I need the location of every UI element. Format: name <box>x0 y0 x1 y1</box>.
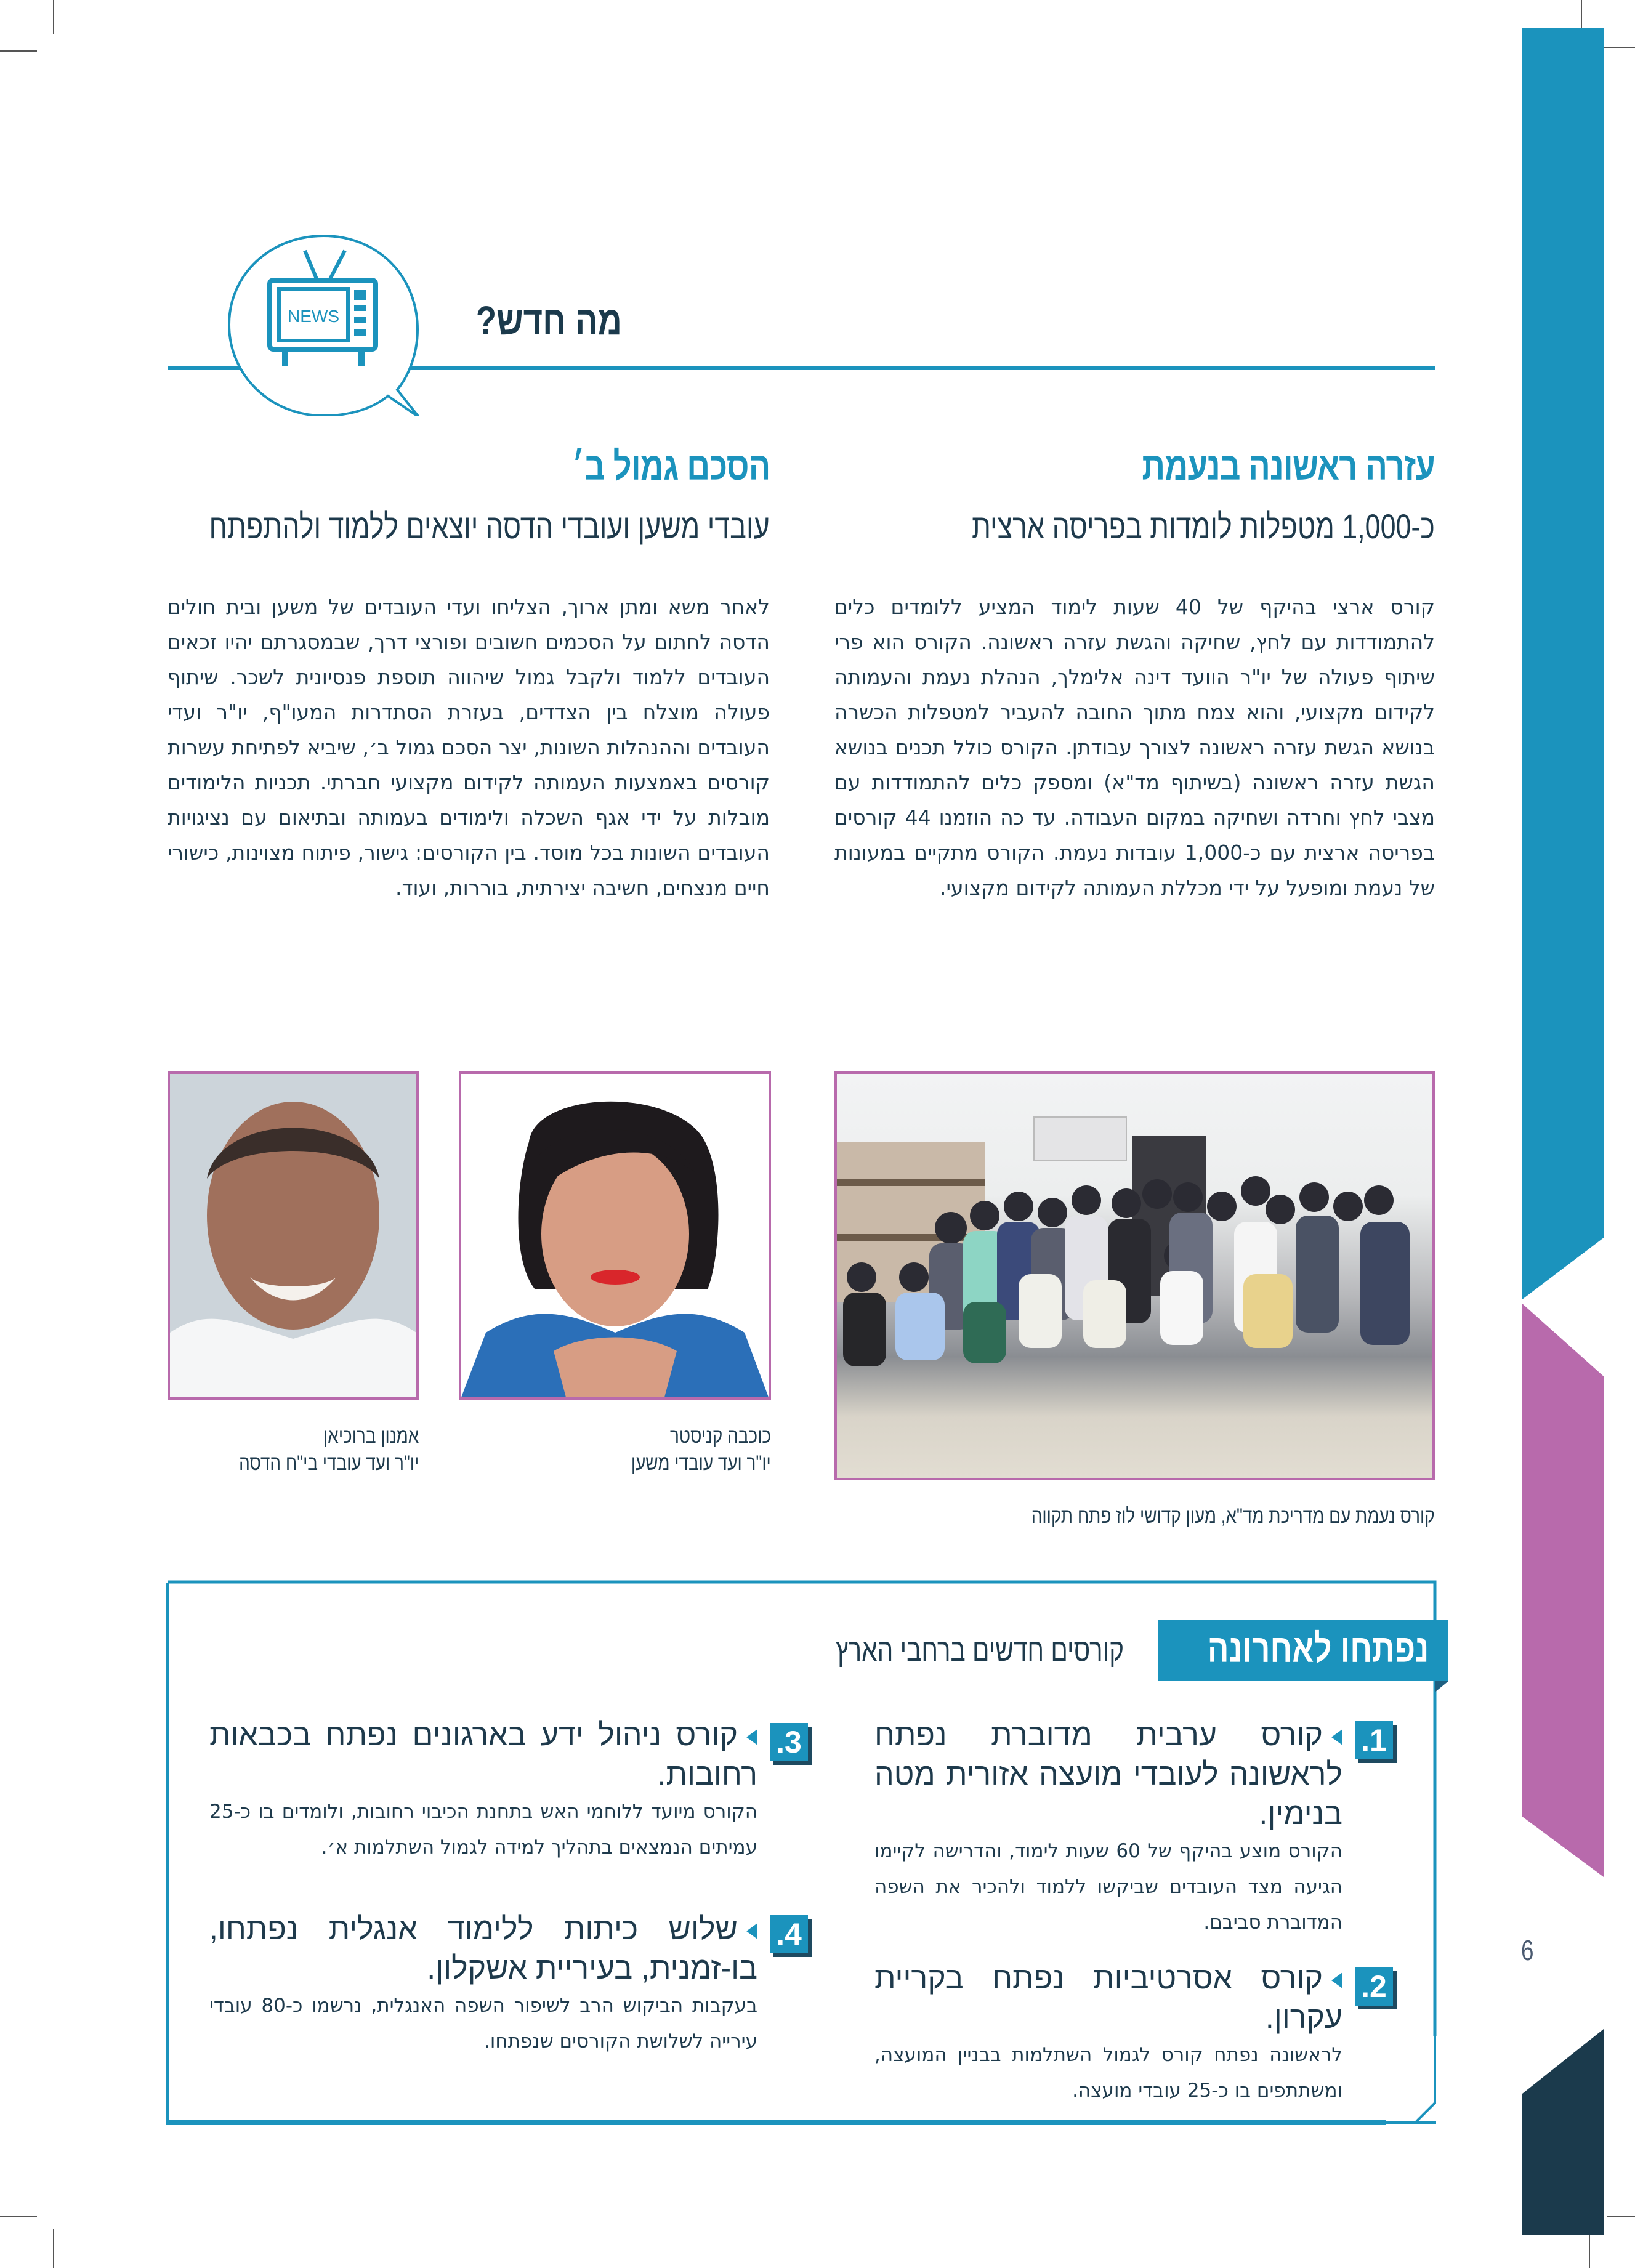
item-4-title: שלוש כיתות ללימוד אנגלית נפתחו, בו-זמנית, בעיריית אשקלון. <box>209 1911 757 1985</box>
crop-mark <box>53 2229 54 2268</box>
item-3-title: קורס ניהול ידע בארגונים נפתח בכבאות רחובות. <box>209 1717 757 1791</box>
item-3-number: .3 <box>770 1723 808 1761</box>
right-article-subtitle: כ-1,000 מטפלות לומדות בפריסה ארצית <box>972 507 1435 546</box>
left-article-title: הסכם גמול ב׳ <box>571 444 770 488</box>
person-2-role: יו"ר ועד עובדי בי"ח הדסה <box>238 1451 419 1475</box>
page-number: 6 <box>1521 1934 1534 1966</box>
item-1 <box>874 1715 1342 1940</box>
bullet-triangle-icon <box>1331 1972 1342 1988</box>
left-article-body: לאחר משא ומתן ארוך, הצליחו ועדי העובדים של משען ובית חולים הדסה לחתום על הסכמים חשובים ופורצי דרך, שבמסגרתם יהיו זכאים העובדים ללמוד ולקבל גמול שיהווה תוספת פנסיונית לשכר. שיתוף פעולה מוצלח בין הצדדים, בעזרת הסתדרות המעו"ף, יו"ר ועדי העובדים וההנהלות השונות, יצר הסכם גמול ב׳, שיביא לפתיחת עשרות קורסים באמצעות העמותה לקידום מקצועי חברתי. תכניות הלימודים מובלות על ידי אגף השכלה ולימודים בעמותה ובתיאום עם נציגויות העובדים השונות בכל מוסד. בין הקורסים: גישור, פיתוח מצוינות, כישורי חיים מנצחים, חשיבה יצירתית, בוררות, ועוד. <box>168 595 770 900</box>
box-subtitle: קורסים חדשים ברחבי הארץ <box>835 1632 1124 1668</box>
portrait-woman-illustration <box>461 1074 769 1397</box>
item-4-body: בעקבות הביקוש הרב לשיפור השפה האנגלית, נרשמו כ-80 עובדי עירייה לשלושת הקורסים שנפתחו. <box>209 1995 757 2052</box>
item-1-body: הקורס מוצע בהיקף של 60 שעות לימוד, והדרישה לקיימו הגיעה מצד העובדים שביקשו ללמוד ולהכיר את השפה המדוברת סביבם. <box>874 1840 1342 1934</box>
person-2-name: אמנון ברוכיאן <box>323 1424 419 1448</box>
group-photo-illustration <box>837 1074 1432 1478</box>
side-color-bars <box>1522 28 1605 2238</box>
item-2-number: .2 <box>1355 1967 1393 2006</box>
item-3 <box>209 1715 757 1865</box>
group-photo <box>834 1071 1435 1480</box>
left-article-subtitle: עובדי משען ועובדי הדסה יוצאים ללמוד ולהתפתח <box>209 507 770 546</box>
item-4 <box>209 1909 757 2059</box>
person-1-role: יו"ר ועד עובדי משען <box>631 1451 771 1475</box>
bullet-triangle-icon <box>1331 1729 1342 1745</box>
item-1-number: .1 <box>1355 1721 1393 1759</box>
crop-mark <box>0 50 37 52</box>
item-3-body: הקורס מיועד ללוחמי האש בתחנת הכיבוי רחובות, ולומדים בו כ-25 עמיתים הנמצאים בתהליך למידה לגמול השתלמות א׳. <box>209 1801 757 1858</box>
tv-label: NEWS <box>288 307 339 326</box>
item-2-title: קורס אסרטיביות נפתח בקריית עקרון. <box>874 1961 1342 2035</box>
person-1-name: כוכבה קניסטר <box>670 1424 771 1448</box>
box-tag: נפתחו לאחרונה <box>1207 1626 1429 1671</box>
portrait-man-illustration <box>170 1074 416 1397</box>
side-bar-purple <box>1522 1304 1604 1877</box>
item-2-body: לראשונה נפתח קורס לגמול השתלמות בבניין המועצה, ומשתתפים בו כ-25 עובדי מועצה. <box>874 2044 1342 2102</box>
portrait-photo-man <box>168 1071 419 1400</box>
item-1-title: קורס ערבית מדוברת נפתח לראשונה לעובדי מועצה אזורית מטה בנימין. <box>874 1717 1342 1831</box>
right-article-title: עזרה ראשונה בנעמת <box>1142 444 1435 488</box>
bullet-triangle-icon <box>746 1729 757 1745</box>
side-bar-blue <box>1522 28 1604 1299</box>
item-2 <box>874 1958 1342 2109</box>
group-photo-caption: קורס נעמת עם מדריכת מד"א, מעון קדושי לוז פתח תקווה <box>1031 1504 1435 1528</box>
item-4-number: .4 <box>770 1915 808 1953</box>
portrait-photo-woman <box>459 1071 771 1400</box>
right-article-body: קורס ארצי בהיקף של 40 שעות לימוד המציע ללומדים כלים להתמודדות עם לחץ, שחיקה והגשת עזרה ראשונה. הקורס הוא פרי שיתוף פעולה של יו"ר הוועד דינה אלימלך, הנהלת נעמת והעמותה לקידום מקצועי, והוא צמח מתוך החובה להעביר למטפלות הכשרה בנושא הגשת עזרה ראשונה לצורך עבודתן. הקורס כולל תכנים בנושא הגשת עזרה ראשונה (בשיתוף מד"א) ומספק כלים להתמודדות עם מצבי לחץ וחרדה ושחיקה במקום העבודה. עד כה הוזמנו 44 קורסים בפריסה ארצית עם כ-1,000 עובדות נעמת. הקורס מתקיים במעונות של נעמת ומופעל על ידי מכללת העמותה לקידום מקצועי. <box>834 595 1435 900</box>
side-bar-navy <box>1522 2029 1604 2235</box>
speech-bubble <box>222 231 419 416</box>
bullet-triangle-icon <box>746 1923 757 1939</box>
crop-mark <box>53 0 54 34</box>
crop-mark <box>0 2216 37 2217</box>
crop-mark <box>1607 2216 1635 2217</box>
page-title: מה חדש? <box>476 297 622 343</box>
